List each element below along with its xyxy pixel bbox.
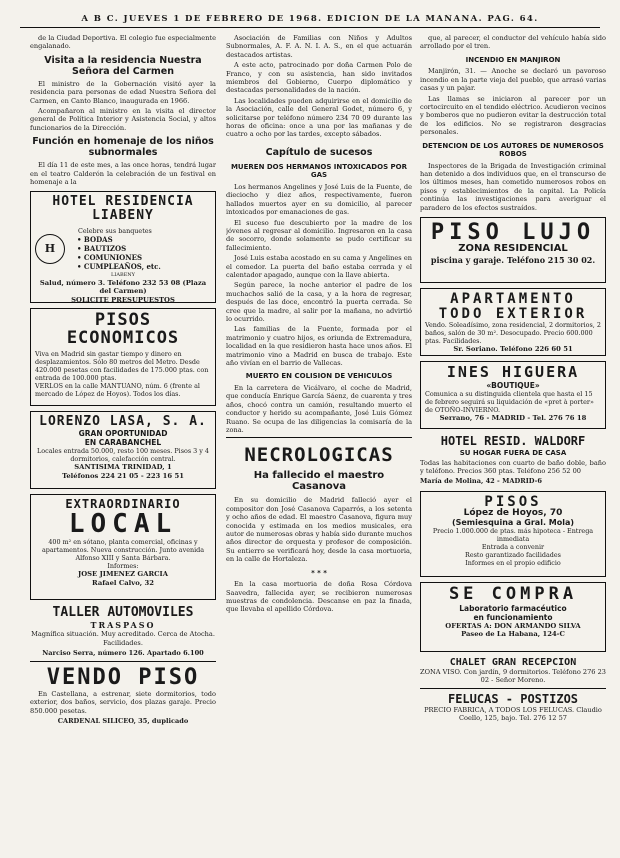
ad-text: Comunica a su distinguida clientela que hasta el 15 de febrero seguirá su liquidación de «pret à porter» de OTOÑO-INVIERNO. xyxy=(425,389,594,414)
ad-ines-higuera xyxy=(420,361,606,429)
ad-chalet xyxy=(420,657,606,685)
column-1 xyxy=(30,34,216,849)
ad-title: TALLER AUTOMOVILES xyxy=(52,605,194,621)
ad-subtitle: en funcionamiento xyxy=(473,612,553,622)
article-text: Manjirón, 31. — Anoche se declaró un pavoroso incendio en la parte vieja del pueblo, que arrasó varias casas y un pajar. xyxy=(420,67,606,93)
ad-title: HOTEL RESID. WALDORF xyxy=(440,434,586,448)
article-text: Asociación de Familias con Niños y Adultos Subnormales, A. F. A. N. I. A. S., en el que actuarán destacados artistas. xyxy=(226,34,412,59)
ad-vendo-piso xyxy=(30,665,216,726)
ad-lorenzo-lasa xyxy=(30,411,216,489)
divider xyxy=(226,437,412,438)
ad-title: VENDO PISO xyxy=(46,664,200,690)
article-text: Las localidades pueden adquirirse en el domicilio de la Asociación, calle del General Godet, número 6, y solicitarse por teléfono número 234 70 09 durante las horas de oficina: once a una por las mañanas y de cuatro a ocho por las tardes, excepto sábados. xyxy=(226,96,412,139)
column-2 xyxy=(226,34,412,849)
section-title: Capítulo de sucesos xyxy=(265,146,373,158)
logo-caption: LIABENY xyxy=(111,271,135,278)
article-text: Las familias de la Fuente, formada por el matrimonio y cuatro hijos, es oriunda de Extremadura, localidad en la que residieron hasta hace unos años. El matrimonio vino a Madrid en busca de trabajo. Este año vivían en el barrio de Vallecas. xyxy=(226,325,412,367)
ad-piso-lujo xyxy=(420,217,606,283)
ad-title: CHALET GRAN RECEPCION xyxy=(449,656,577,668)
ad-title: TODO EXTERIOR xyxy=(438,305,588,322)
ad-line: Precio 1.000.000 de ptas. más hipoteca - Entrega inmediata xyxy=(432,527,594,544)
ad-contact: Sr. Soriano. Teléfono 226 60 51 xyxy=(453,345,573,354)
ad-subtitle: ZONA RESIDENCIAL xyxy=(458,243,568,255)
ad-address: Rafael Calvo, 32 xyxy=(92,578,154,587)
ad-taller xyxy=(30,605,216,657)
article-text: A este acto, patrocinado por doña Carmen Polo de Franco, y con su asistencia, han sido invitados miembros del Gobierno, Cuerpo diplomático y destacadas personalidades de la nación. xyxy=(226,61,412,95)
list-item: BAUTIZOS xyxy=(83,243,127,253)
article-title: INCENDIO EN MANJIRON xyxy=(465,55,561,64)
ad-text: 400 m² en sótano, planta comercial, oficinas y apartamentos. Nueva construcción. Junto avenida Alfonso XIII y Santa Bárbara. xyxy=(41,538,205,563)
ad-text: Magnífica situación. Muy acreditado. Cerca de Atocha. Facilidades. xyxy=(31,630,215,647)
ad-waldorf xyxy=(420,434,606,486)
ad-info: Informes: xyxy=(107,562,139,571)
ad-text: Todas las habitaciones con cuarto de baño doble, baño y teléfono. Precios 360 ptas. Teléfono 256 52 00 xyxy=(420,458,606,475)
ad-title: LOCAL xyxy=(68,509,178,540)
ad-address: Serrano, 76 - MADRID - Tel. 276 76 18 xyxy=(439,413,587,422)
article-text: El ministro de la Gobernación visitó ayer la residencia para personas de edad Nuestra Señora del Carmen, en Canto Blanco, inaugurada en 1966. xyxy=(30,79,216,105)
ad-contact: OFERTAS A: DON ARMANDO SILVA xyxy=(445,621,581,630)
list-item: COMUNIONES xyxy=(83,252,143,262)
ad-title: FELUCAS - POSTIZOS xyxy=(447,691,579,706)
ad-title: PISOS xyxy=(484,493,542,510)
ad-address: SANTISIMA TRINIDAD, 1 xyxy=(74,463,172,472)
ad-subtitle: Laboratorio farmacéutico xyxy=(459,603,567,613)
article-text: En la casa mortuoria de doña Rosa Córdova Saavedra, fallecida ayer, se recibieron numerosas muestras de condolencia. Descanse en paz la finada, que llevaba el apellido Córdova. xyxy=(226,580,412,614)
ad-contact: JOSE JIMENEZ GARCIA xyxy=(77,570,168,579)
hotel-logo-icon: H xyxy=(35,234,65,264)
ad-text: Locales entrada 50.000, resto 100 meses. Pisos 3 y 4 dormitorios, calefacción central. xyxy=(37,447,209,464)
divider xyxy=(420,688,606,689)
ad-pisos xyxy=(420,491,606,577)
ad-subtitle: TRASPASO xyxy=(90,620,156,631)
article-text: Las llamas se iniciaron al parecer por un cortocircuito en el tendido eléctrico. Acudieron vecinos y bomberos que no pudieron evitar la destrucción total de los edificios. No se registraron desgracias personales. xyxy=(420,94,606,137)
ad-text: PRECIO FABRICA, A TODOS LOS FELUCAS. Claudio Coello, 125, bajo. Tel. 276 12 57 xyxy=(424,705,602,722)
ad-liabeny xyxy=(30,191,216,303)
ad-line: Resto garantizado facilidades xyxy=(465,551,561,560)
ad-text: Vendo. Soleadísimo, zona residencial, 2 dormitorios, 2 baños, salón de 30 m². Desocupado. Precio 600.000 ptas. Facilidades. xyxy=(425,321,601,346)
ad-title: APARTAMENTO xyxy=(450,291,576,307)
article-text: El día 11 de este mes, a las once horas, tendrá lugar en el teatro Calderón la celebración de un festival en homenaje a la xyxy=(30,161,216,187)
ad-address: López de Hoyos, 70 xyxy=(463,508,563,519)
article-title: DETENCION DE LOS AUTORES DE NUMEROSOS ROBOS xyxy=(422,141,604,159)
ad-address: María de Molina, 42 - MADRID-6 xyxy=(420,477,542,486)
article-text: En su domicilio de Madrid falleció ayer el compositor don José Casanova Caparrós, a los setenta y ocho años de edad. El maestro Casanova, figura muy conocida y estimada en los medios musicales, era autor de numerosas obras y había sido durante muchos años director de orquesta y profesor de composición. Su entierro se verificará hoy, desde la casa mortuoria, en la calle de Hortaleza. xyxy=(226,496,412,564)
article-title: Visita a la residencia Nuestra Señora del Carmen xyxy=(44,54,202,77)
ad-apartamento xyxy=(420,288,606,356)
article-title: Casanova xyxy=(291,481,347,493)
article-title: MUEREN DOS HERMANOS INTOXICADOS POR GAS xyxy=(230,162,408,180)
ad-title: LORENZO LASA, S. A. xyxy=(39,414,207,430)
article-text: El suceso fue descubierto por la madre de los jóvenes al regresar al domicilio. Ingresaron en la casa de socorro, donde solamente se pudo certificar su fallecimiento. xyxy=(226,218,412,252)
ad-address: Salud, número 3. Teléfono 232 53 08 (Plaza del Carmen) xyxy=(39,278,207,296)
ad-subtitle: «BOUTIQUE» xyxy=(486,380,540,390)
article-text: Acompañaron al ministro en la visita el director general de Política Interior y Asistencia Social, y altos funcionarios de la Dirección. xyxy=(30,107,216,132)
ad-text: ZONA VISO. Con jardín, 9 dormitorios. Teléfono 276 23 02 - Señor Moreno. xyxy=(420,667,606,685)
ad-address: Paseo de La Habana, 124-C xyxy=(461,630,565,639)
article-title: Ha fallecido el maestro xyxy=(253,470,385,482)
divider xyxy=(30,661,216,662)
separator: * * * xyxy=(311,568,327,577)
ad-text: Celebre sus banquetes xyxy=(78,226,152,235)
ad-subtitle: GRAN OPORTUNIDAD xyxy=(78,429,168,439)
ad-list: • BODAS • BAUTIZOS • COMUNIONES • CUMPLEAÑOS, etc. xyxy=(77,234,161,271)
ad-contact: CARDENAL SILICEO, 35, duplicado xyxy=(57,716,189,725)
ad-title: INES HIGUERA xyxy=(446,363,580,381)
ad-subtitle: EXTRAORDINARIO xyxy=(65,497,181,512)
ad-text: En Castellana, a estrenar, siete dormitorios, todo exterior, dos baños, servicio, dos plazas garaje. Precio 850.000 pesetas. xyxy=(30,689,216,715)
article-title: Función en homenaje de los niños subnormales xyxy=(32,136,214,159)
ad-subtitle: (Semiesquina a Gral. Mola) xyxy=(451,518,575,528)
ad-contact: Narciso Serra, número 126. Apartado 6.100 xyxy=(42,649,204,658)
article-title: MUERTO EN COLISION DE VEHICULOS xyxy=(245,372,393,381)
list-item: BODAS xyxy=(83,234,113,244)
ad-subtitle: SU HOGAR FUERA DE CASA xyxy=(459,449,567,457)
article-text: José Luis estaba acostado en su cama y Angelines en el comedor. La puerta del baño estaba cerrada y el calentador apagado, aunque con la llave abierta. xyxy=(226,254,412,279)
list-item: CUMPLEAÑOS, etc. xyxy=(83,261,161,271)
ad-line: Informes en el propio edificio xyxy=(465,559,561,568)
ad-felucas xyxy=(420,692,606,723)
ad-footer: SOLICITE PRESUPUESTOS xyxy=(71,295,175,304)
ad-pisos-economicos xyxy=(30,308,216,406)
article-text: Según parece, la noche anterior el padre de los muchachos salió de la casa, y a la hora de regresar, después de las doce, encontró la puerta cerrada. Se cree que la madre, al salir por la mañana, no advirtió lo ocurrido. xyxy=(226,281,412,323)
article-text: que, al parecer, el conductor del vehículo había sido arrollado por el tren. xyxy=(420,34,606,51)
ad-text: Viva en Madrid sin gastar tiempo y dinero en desplazamientos. Sólo 80 metros del Metro. Desde 420.000 pesetas con facilidades de 175.000 ptas. con entrada de 100.000 ptas. xyxy=(35,350,209,383)
ad-text: piscina y garaje. Teléfono 215 30 02. xyxy=(430,255,596,266)
article-text: Inspectores de la Brigada de Investigación criminal han detenido a dos individuos que, en el transcurso de los últimos meses, han cometido numerosos robos en pisos y establecimientos de la capital. La Policía continúa las investigaciones para averiguar el paradero de los efectos sustraídos. xyxy=(420,161,606,212)
ad-title: PISOS ECONOMICOS xyxy=(66,310,180,349)
ad-local xyxy=(30,494,216,600)
section-title: NECROLOGICAS xyxy=(244,444,394,467)
column-3 xyxy=(420,34,606,849)
article-text: de la Ciudad Deportiva. El colegio fue especialmente engalanado. xyxy=(30,34,216,51)
ad-subtitle: EN CARABANCHEL xyxy=(84,438,162,448)
ad-se-compra xyxy=(420,582,606,652)
ad-phone: Teléfonos 224 21 05 - 223 16 51 xyxy=(62,471,184,480)
article-text: Los hermanos Angelines y José Luis de la Fuente, de dieciocho y diez años, respectivamente, fueron hallados muertos ayer en su domicilio, al parecer intoxicados por emanaciones de gas. xyxy=(226,182,412,217)
page-header: A B C. JUEVES 1 DE FEBRERO DE 1968. EDICION DE LA MAÑANA. PAG. 64. xyxy=(20,14,600,28)
ad-line: Entrada a convenir xyxy=(481,543,545,552)
article-text: En la carretera de Vicálvaro, el coche de Madrid, que conducía Enrique García Sáenz, de cuarenta y tres años, chocó contra un camión, resultando muerto el conductor y herido su acompañante, José Luis Gómez Ruano. Se ocupa de las diligencias la comisaría de la zona. xyxy=(226,383,412,434)
ad-contact: VERLOS en la calle MANTUANO, núm. 6 (frente al mercado de López de Hoyos). Todos los días. xyxy=(35,382,200,399)
ad-title: PISO LUJO xyxy=(430,220,596,245)
ad-title: SE COMPRA xyxy=(448,583,578,604)
ad-title: HOTEL RESIDENCIA LIABENY xyxy=(52,194,194,224)
